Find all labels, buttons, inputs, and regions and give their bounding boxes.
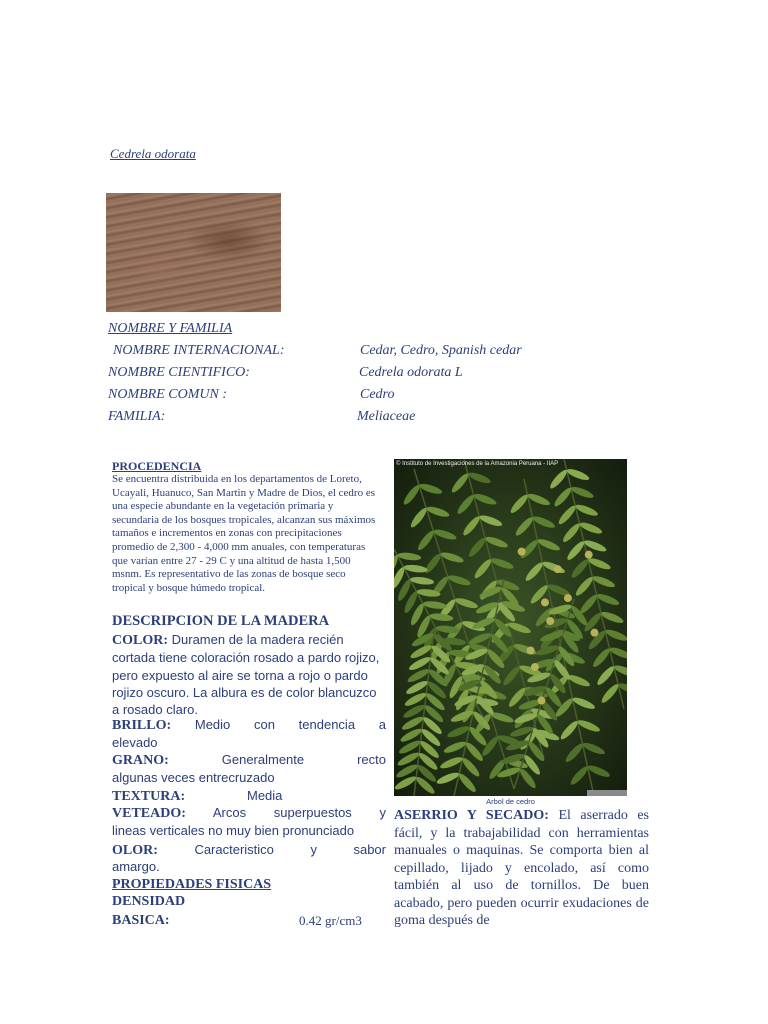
seed-pod <box>546 617 554 625</box>
international-name-label: NOMBRE INTERNACIONAL: <box>113 343 285 358</box>
descripcion-heading: DESCRIPCION DE LA MADERA <box>112 613 330 629</box>
grano-text-continued: algunas veces entrecruzado <box>112 770 275 785</box>
family-value: Meliaceae <box>357 409 416 424</box>
aserrio-label: ASERRIO Y SECADO: <box>394 808 549 823</box>
olor-label: OLOR: <box>112 843 158 858</box>
color-label: COLOR: <box>112 633 168 648</box>
veteado-label: VETEADO: <box>112 806 186 821</box>
grano-label: GRANO: <box>112 753 169 768</box>
densidad-label: DENSIDAD <box>112 894 186 909</box>
procedencia-text: Se encuentra distribuida en los departamentos de Loreto, Ucayali, Huanuco, San Martin y Madre de Dios, el cedro es una especie abundante en la vegetación primaria y secundaria de los bosques tropicales, alcanzan sus máximos tamaños e incrementos en zonas con precipitaciones promedio de 2,300 - 4,000 mm anuales, con temperaturas que varían entre 27 - 29 C y una altitud de hasta 1,500 msnm. Es representativo de las zonas de bosque seco tropical y bosque húmedo tropical. <box>112 473 376 594</box>
textura-label: TEXTURA: <box>112 789 186 804</box>
veteado-row <box>112 805 386 822</box>
cedar-tree-photo <box>394 459 627 796</box>
seed-pod <box>564 594 572 602</box>
basica-label: BASICA: <box>112 913 170 928</box>
procedencia-heading: PROCEDENCIA <box>112 459 202 473</box>
photo-scale-bar <box>587 790 627 796</box>
veteado-text-continued: lineas verticales no muy bien pronunciado <box>112 823 355 838</box>
international-name-value: Cedar, Cedro, Spanish cedar <box>360 343 522 358</box>
seed-pod <box>527 647 535 655</box>
olor-row <box>112 842 386 859</box>
common-name-label: NOMBRE COMUN : <box>108 387 227 402</box>
aserrio-text: El aserrado es fácil, y la trabajabilidad con herramientas manuales o maquinas. Se comporta bien al cepillado, lijado y encolado, así como también al uso de tornillos. De buen acabado, pero pueden ocurrir exudaciones de goma después de <box>394 808 650 928</box>
species-title: Cedrela odorata <box>110 146 196 161</box>
brillo-label: BRILLO: <box>112 718 172 733</box>
veteado-text: Arcos superpuestos y <box>212 805 386 820</box>
textura-row <box>112 788 386 805</box>
seed-pod <box>531 663 539 671</box>
grano-text: Generalmente recto <box>221 752 386 767</box>
brillo-text-continued: elevado <box>112 735 158 750</box>
seed-pod <box>541 598 549 606</box>
photo-credit: © Instituto de Investigaciones de la Amazonia Peruana - IIAP <box>396 461 559 467</box>
scientific-name-value: Cedrela odorata L <box>359 365 463 380</box>
seed-pod <box>537 697 545 705</box>
olor-text-continued: amargo. <box>112 859 160 874</box>
foliage-illustration <box>394 459 627 796</box>
grano-row <box>112 752 386 769</box>
seed-pod <box>585 551 593 559</box>
seed-pod <box>518 548 526 556</box>
scientific-name-label: NOMBRE CIENTIFICO: <box>108 365 250 380</box>
color-text: Duramen de la madera recién cortada tiene coloración rosado a pardo rojizo, pero expuesto al aire se torna a rojo o pardo rojizo oscuro. La albura es de color blancuzco a rosado claro. <box>112 632 380 718</box>
brillo-row <box>112 717 386 734</box>
olor-text: Caracteristico y sabor <box>194 842 386 857</box>
common-name-value: Cedro <box>360 387 395 402</box>
family-label: FAMILIA: <box>108 409 166 424</box>
aserrio-paragraph <box>394 807 649 930</box>
propiedades-heading: PROPIEDADES FISICAS <box>112 877 272 892</box>
color-paragraph <box>112 631 386 718</box>
seed-pod <box>554 565 562 573</box>
seed-pod <box>590 629 598 637</box>
textura-text: Media <box>247 788 283 803</box>
brillo-text: Medio con tendencia a <box>194 717 386 732</box>
basica-value: 0.42 gr/cm3 <box>299 913 362 928</box>
wood-sample-image <box>106 193 281 312</box>
photo-caption: Arbol de cedro <box>486 797 535 806</box>
names-section-heading: NOMBRE Y FAMILIA <box>108 321 233 336</box>
